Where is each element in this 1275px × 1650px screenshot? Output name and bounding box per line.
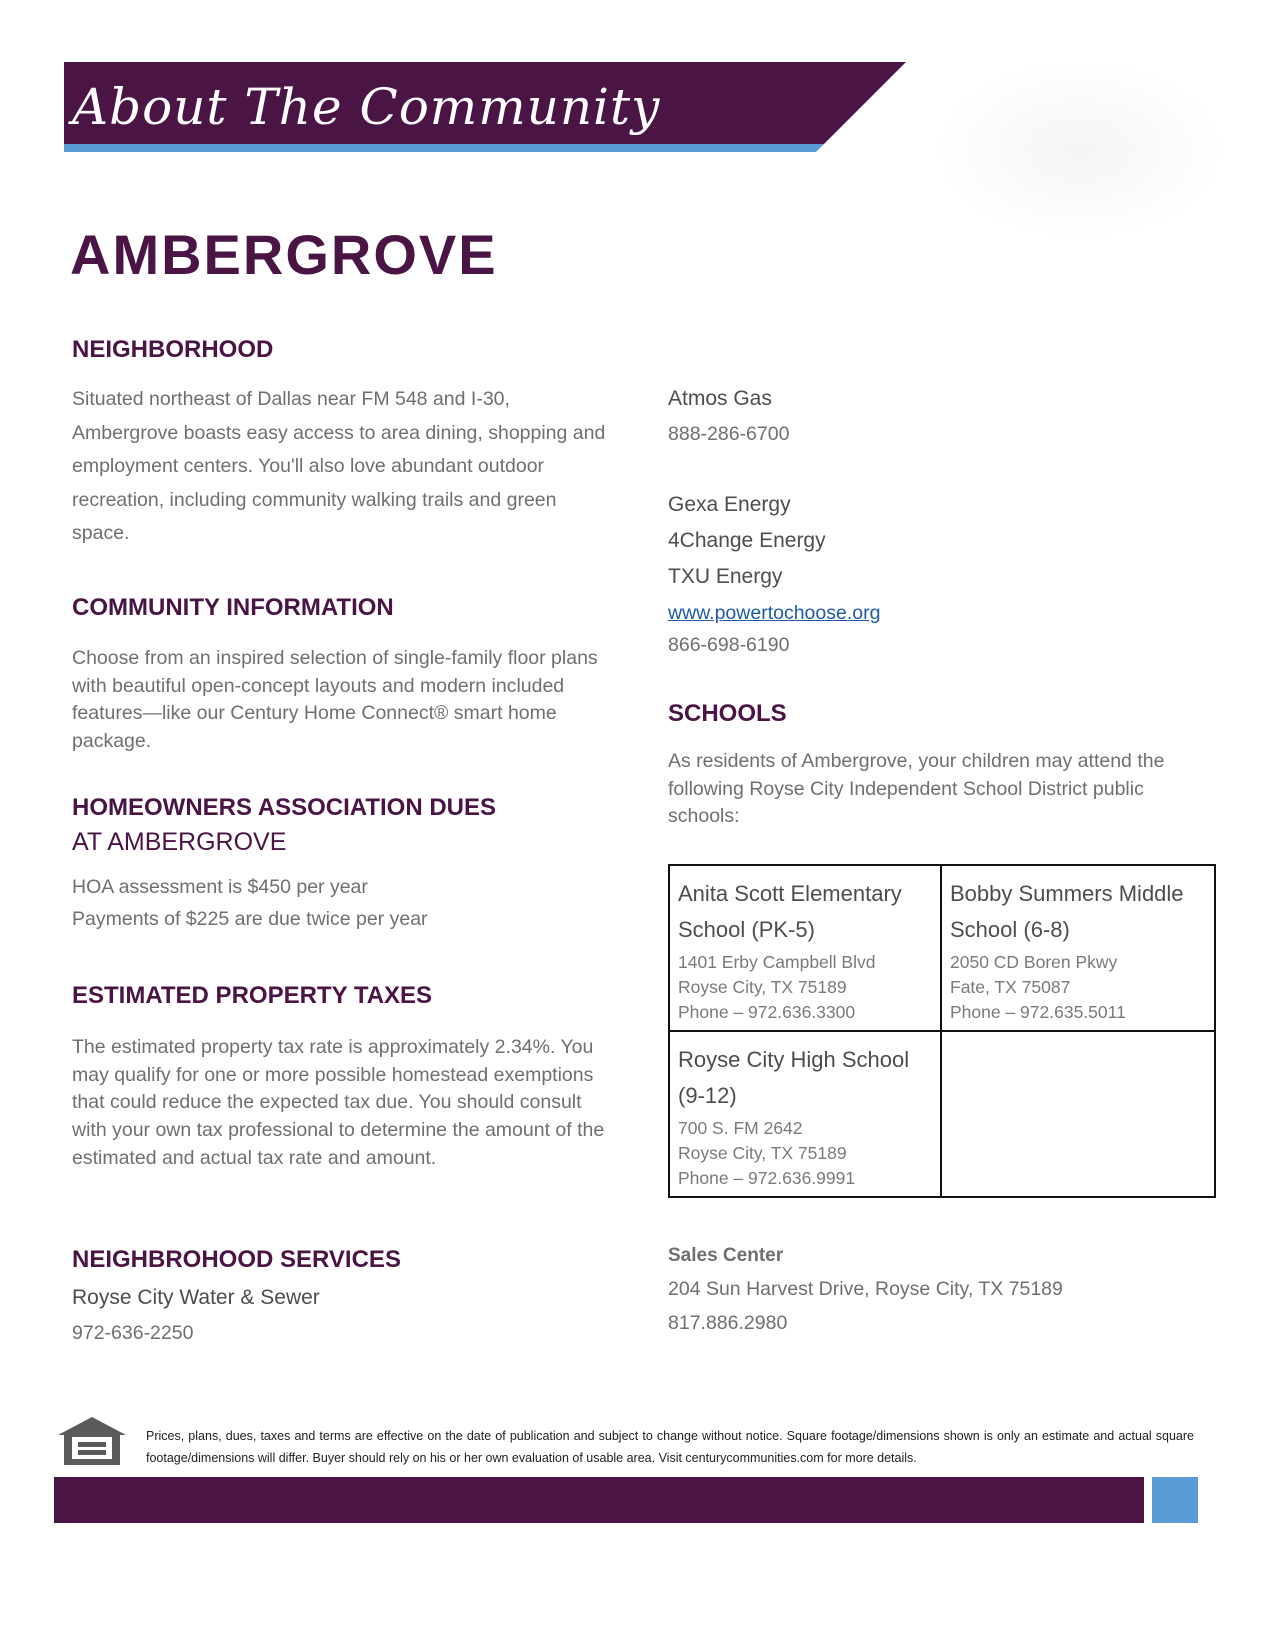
school-address [678, 1116, 932, 1191]
gas-service-name: Atmos Gas [668, 387, 772, 410]
neighborhood-text: Situated northeast of Dallas near FM 548 and I-30, Ambergrove boasts easy access to area dining, shopping and employment centers. You'll also love abundant outdoor recreation, including community walking trails and green space. [72, 388, 606, 544]
school-name: Royse City High School (9-12) [678, 1047, 910, 1108]
services-heading: NEIGHBROHOOD SERVICES [72, 1246, 401, 1273]
schools-heading: SCHOOLS [668, 700, 787, 727]
school-street: 700 S. FM 2642 [678, 1118, 803, 1138]
school-city: Royse City, TX 75189 [678, 977, 847, 997]
school-name: Bobby Summers Middle School (6-8) [950, 881, 1184, 942]
disclaimer-text: Prices, plans, dues, taxes and terms are effective on the date of publication and subject to change without notice. Square footage/dimensions shown is only an estimate and actual square footage/dimensions will differ. Buyer should rely on his or her own evaluation of usable area. Visit centurycommunities.com for more details. [146, 1429, 1194, 1465]
sales-center-address: 204 Sun Harvest Drive, Royse City, TX 75189 [668, 1278, 1063, 1300]
schools-intro: As residents of Ambergrove, your children may attend the following Royse City Independent School District public schools: [668, 750, 1165, 828]
community-information-text: Choose from an inspired selection of single-family floor plans with beautiful open-concept layouts and modern included features—like our Century Home Connect® smart home package. [72, 647, 598, 753]
page-title: AMBERGROVE [70, 223, 498, 286]
school-phone: Phone – 972.636.9991 [678, 1168, 856, 1188]
empty-cell [942, 1032, 1214, 1197]
school-cell [942, 866, 1214, 1032]
school-cell [670, 866, 942, 1032]
header-banner [64, 62, 906, 160]
school-name: Anita Scott Elementary School (PK-5) [678, 881, 902, 942]
neighborhood-heading: NEIGHBORHOOD [72, 336, 274, 363]
electric-provider: Gexa Energy [668, 493, 791, 516]
school-city: Fate, TX 75087 [950, 977, 1071, 997]
equal-housing-opportunity-icon [56, 1415, 128, 1467]
property-taxes-heading: ESTIMATED PROPERTY TAXES [72, 982, 433, 1009]
electric-phone: 866-698-6190 [668, 634, 790, 656]
hoa-payments: Payments of $225 are due twice per year [72, 908, 428, 930]
school-cell [670, 1032, 942, 1197]
schools-table [668, 864, 1216, 1198]
school-address [950, 950, 1206, 1025]
hoa-assessment: HOA assessment is $450 per year [72, 876, 368, 898]
school-phone: Phone – 972.635.5011 [950, 1002, 1126, 1022]
water-service-name: Royse City Water & Sewer [72, 1286, 320, 1309]
footer-bar [54, 1477, 1144, 1523]
water-service-phone: 972-636-2250 [72, 1322, 194, 1344]
school-street: 2050 CD Boren Pkwy [950, 952, 1118, 972]
decorative-glow [935, 60, 1225, 240]
hoa-heading: HOMEOWNERS ASSOCIATION DUES [72, 794, 497, 821]
school-phone: Phone – 972.636.3300 [678, 1002, 856, 1022]
electric-provider: TXU Energy [668, 565, 783, 588]
community-information-heading: COMMUNITY INFORMATION [72, 594, 394, 621]
hoa-subheading: AT AMBERGROVE [72, 828, 287, 856]
school-address [678, 950, 932, 1025]
sales-center-heading: Sales Center [668, 1245, 784, 1266]
footer-accent-square [1152, 1477, 1198, 1523]
school-street: 1401 Erby Campbell Blvd [678, 952, 876, 972]
electric-provider: 4Change Energy [668, 529, 826, 552]
school-city: Royse City, TX 75189 [678, 1143, 847, 1163]
property-taxes-text: The estimated property tax rate is approximately 2.34%. You may qualify for one or more possible homestead exemptions that could reduce the expected tax due. You should consult with your own tax professional to determine the amount of the estimated and actual tax rate and amount. [72, 1036, 605, 1169]
powertochoose-link[interactable]: www.powertochoose.org [668, 602, 881, 624]
gas-service-phone: 888-286-6700 [668, 423, 790, 445]
banner-title: About The Community [72, 78, 661, 136]
sales-center-phone: 817.886.2980 [668, 1312, 788, 1334]
